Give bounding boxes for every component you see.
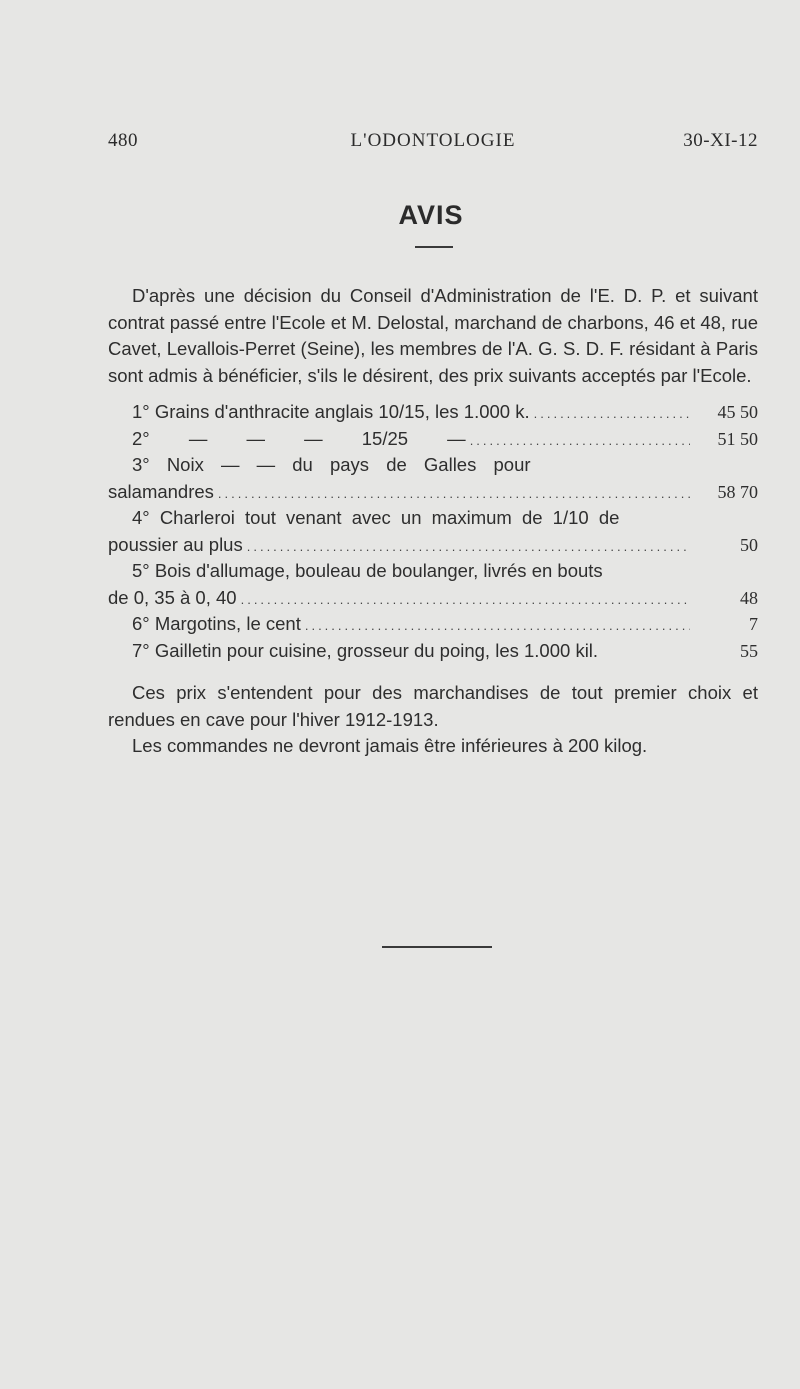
price-list bbox=[108, 399, 758, 664]
price-item bbox=[108, 399, 758, 426]
journal-title: L'ODONTOLOGIE bbox=[350, 130, 516, 151]
dot-leader bbox=[247, 534, 690, 561]
item-price: 58 70 bbox=[717, 481, 758, 502]
item-text: 2° — — — 15/25 — bbox=[132, 427, 466, 449]
item-text-continued: salamandres bbox=[108, 480, 214, 502]
price-item bbox=[108, 611, 758, 638]
running-head bbox=[108, 130, 758, 156]
dot-leader bbox=[470, 428, 690, 455]
closing-paragraph: Ces prix s'entendent pour des marchandises de tout premier choix et rendues en cave pour l'hiver 1912-1913. bbox=[108, 682, 758, 730]
dot-leader bbox=[241, 587, 690, 614]
price-item bbox=[108, 558, 758, 611]
issue-date: 30-XI-12 bbox=[683, 130, 758, 151]
item-text-continued: poussier au plus bbox=[108, 533, 243, 555]
item-text: 1° Grains d'anthracite anglais 10/15, les 1.000 k. bbox=[132, 401, 530, 422]
item-price: 48 bbox=[740, 587, 758, 608]
notice-body bbox=[108, 283, 758, 760]
price-item bbox=[108, 426, 758, 453]
title-divider bbox=[415, 246, 453, 248]
dot-leader bbox=[218, 481, 690, 508]
item-price: 50 bbox=[740, 534, 758, 555]
intro-paragraph: D'après une décision du Conseil d'Administration de l'E. D. P. et suivant contrat passé entre l'Ecole et M. Delostal, marchand de charbons, 46 et 48, rue Cavet, Levallois-Perret (Seine), les membres de l'A. G. S. D. F. résidant à Paris sont admis à bénéficier, s'ils le désirent, des prix suivants acceptés par l'Ecole. bbox=[108, 285, 758, 386]
item-price: 45 50 bbox=[717, 402, 758, 422]
item-text: 5° Bois d'allumage, bouleau de boulanger, livrés en bouts bbox=[132, 560, 603, 581]
price-item bbox=[108, 638, 758, 665]
item-price: 51 50 bbox=[717, 428, 758, 449]
dot-leader bbox=[305, 613, 690, 640]
item-text: 3° Noix — — du pays de Galles pour bbox=[132, 454, 531, 475]
item-price: 55 bbox=[740, 640, 758, 661]
closing-paragraph: Les commandes ne devront jamais être inférieures à 200 kilog. bbox=[132, 735, 648, 756]
item-text: 7° Gailletin pour cuisine, grosseur du poing, les 1.000 kil. bbox=[132, 639, 599, 661]
page-number: 480 bbox=[108, 130, 138, 151]
end-divider bbox=[382, 946, 492, 948]
price-item bbox=[108, 452, 758, 505]
item-text-continued: de 0, 35 à 0, 40 bbox=[108, 586, 237, 608]
price-item bbox=[108, 505, 758, 558]
item-text: 6° Margotins, le cent bbox=[132, 613, 301, 634]
item-price: 7 bbox=[749, 614, 758, 634]
notice-title: AVIS bbox=[398, 200, 464, 230]
dot-leader bbox=[534, 401, 690, 428]
item-text: 4° Charleroi tout venant avec un maximum de 1/10 de bbox=[132, 507, 620, 528]
